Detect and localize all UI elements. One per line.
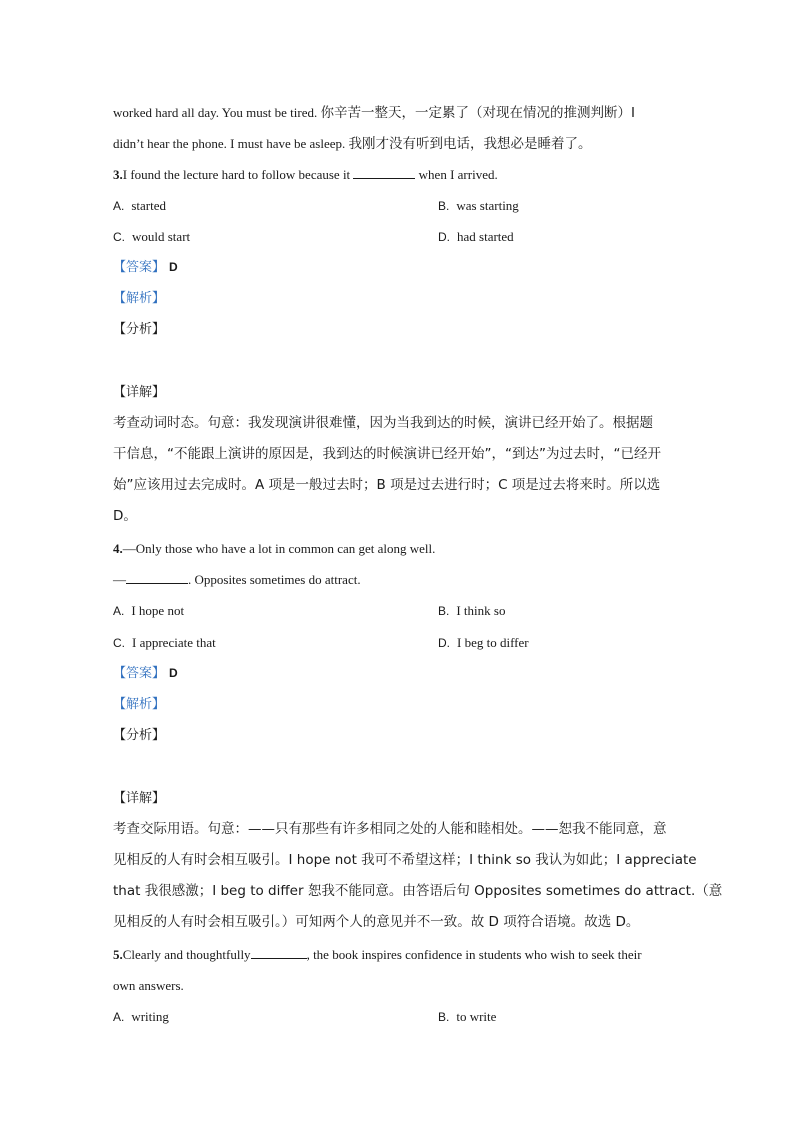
q4-line-1: —Only those who have a lot in common can get along well. (122, 541, 436, 556)
q3-blank (353, 166, 415, 179)
q4-option-c-text: I appreciate that (132, 635, 216, 650)
q4-option-b (438, 602, 505, 620)
q4-line-2-prefix: — (113, 572, 126, 587)
q5-stem-line-2: own answers. (113, 978, 184, 993)
intro-line-1 (113, 104, 635, 122)
q4-detail-line-2: 见相反的人有时会相互吸引。I hope not 我可不希望这样；I think so 我认为如此；I appreciate (113, 852, 697, 868)
q4-detail-line-3: that 我很感激；I beg to differ 恕我不能同意。由答语后句 Opposites sometimes do attract.（意 (113, 883, 723, 899)
q3-option-a-label: A. (113, 199, 125, 213)
q4-option-c-label: C. (113, 636, 125, 650)
q4-stem-2 (113, 571, 361, 589)
q3-detail (113, 383, 165, 402)
q3-option-a (113, 197, 166, 215)
q4-line-2-after: . Opposites sometimes do attract. (188, 572, 361, 587)
q3-option-c-text: would start (132, 229, 191, 244)
q3-option-b-label: B. (438, 199, 450, 213)
q5-stem-before: Clearly and thoughtfully (122, 947, 251, 962)
q5-option-a-label: A. (113, 1010, 125, 1024)
q3-option-c (113, 228, 190, 246)
q3-detail-line-1: 考查动词时态。句意：我发现演讲很难懂，因为当我到达的时候，演讲已经开始了。根据题 (113, 415, 653, 431)
q3-option-d (438, 228, 514, 246)
intro-line-2 (113, 135, 592, 153)
q3-detail-line-2: 干信息，“不能跟上演讲的原因是，我到达的时候演讲已经开始”，“到达”为过去时，“已经开 (113, 446, 661, 462)
q4-answer-value: D (169, 666, 178, 680)
q4-stem-1 (113, 540, 435, 558)
q4-answer (113, 664, 178, 683)
q3-answer (113, 258, 178, 277)
q5-option-a (113, 1008, 169, 1026)
q3-option-b-text: was starting (456, 198, 519, 213)
q3-option-b (438, 197, 519, 215)
q5-option-b (438, 1008, 496, 1026)
q4-option-d-label: D. (438, 636, 450, 650)
q3-option-c-label: C. (113, 230, 125, 244)
q3-detail-line-3: 始”应该用过去完成时。A 项是一般过去时；B 项是过去进行时；C 项是过去将来时。所以选 (113, 477, 661, 493)
intro-line-2-cn: 我刚才没有听到电话，我想必是睡着了。 (348, 136, 592, 152)
q5-stem (113, 946, 642, 964)
q3-analysis-tag: 【解析】 (113, 291, 166, 306)
q4-option-c (113, 634, 216, 652)
q4-detail (113, 789, 165, 808)
intro-line-1-cn: 你辛苦一整天，一定累了（对现在情况的推测判断）I (320, 105, 635, 121)
q3-fenxi (113, 320, 165, 339)
q5-number: 5. (113, 947, 123, 962)
q4-option-d (438, 634, 529, 652)
q3-detail-tag: 【详解】 (113, 385, 166, 400)
q4-answer-tag: 【答案】 (113, 666, 166, 681)
q3-option-a-text: started (131, 198, 166, 213)
q3-detail-line-4: D。 (113, 508, 137, 524)
q4-blank (126, 571, 188, 584)
q3-stem (113, 166, 498, 184)
q4-option-b-text: I think so (456, 603, 506, 618)
q5-option-a-text: writing (131, 1009, 169, 1024)
q4-detail-line-1: 考查交际用语。句意：——只有那些有许多相同之处的人能和睦相处。——恕我不能同意，意 (113, 821, 667, 837)
q3-analysis (113, 289, 165, 308)
q4-analysis (113, 695, 165, 714)
q5-option-b-text: to write (456, 1009, 497, 1024)
q3-answer-tag: 【答案】 (113, 260, 166, 275)
q4-analysis-tag: 【解析】 (113, 697, 166, 712)
q4-number: 4. (113, 541, 123, 556)
q3-number: 3. (113, 167, 123, 182)
q3-option-d-text: had started (457, 229, 514, 244)
q3-stem-before: I found the lecture hard to follow because it (122, 167, 354, 182)
q5-stem-after: , the book inspires confidence in students who wish to seek their (306, 947, 642, 962)
q4-detail-tag: 【详解】 (113, 791, 166, 806)
q4-fenxi (113, 726, 165, 745)
q3-option-d-label: D. (438, 230, 450, 244)
q4-fenxi-tag: 【分析】 (113, 728, 166, 743)
q3-answer-value: D (169, 260, 178, 274)
q3-stem-after: when I arrived. (415, 167, 498, 182)
q4-option-a (113, 602, 184, 620)
intro-line-2-en: didn’t hear the phone. I must have be asleep. (113, 136, 349, 151)
q3-fenxi-tag: 【分析】 (113, 322, 166, 337)
q4-option-a-label: A. (113, 604, 125, 618)
q4-option-a-text: I hope not (131, 603, 185, 618)
q5-blank (251, 946, 307, 959)
q4-option-d-text: I beg to differ (457, 635, 529, 650)
q5-option-b-label: B. (438, 1010, 450, 1024)
intro-line-1-en: worked hard all day. You must be tired. (113, 105, 321, 120)
q4-option-b-label: B. (438, 604, 450, 618)
q4-detail-line-4: 见相反的人有时会相互吸引。）可知两个人的意见并不一致。故 D 项符合语境。故选 D。 (113, 914, 640, 930)
